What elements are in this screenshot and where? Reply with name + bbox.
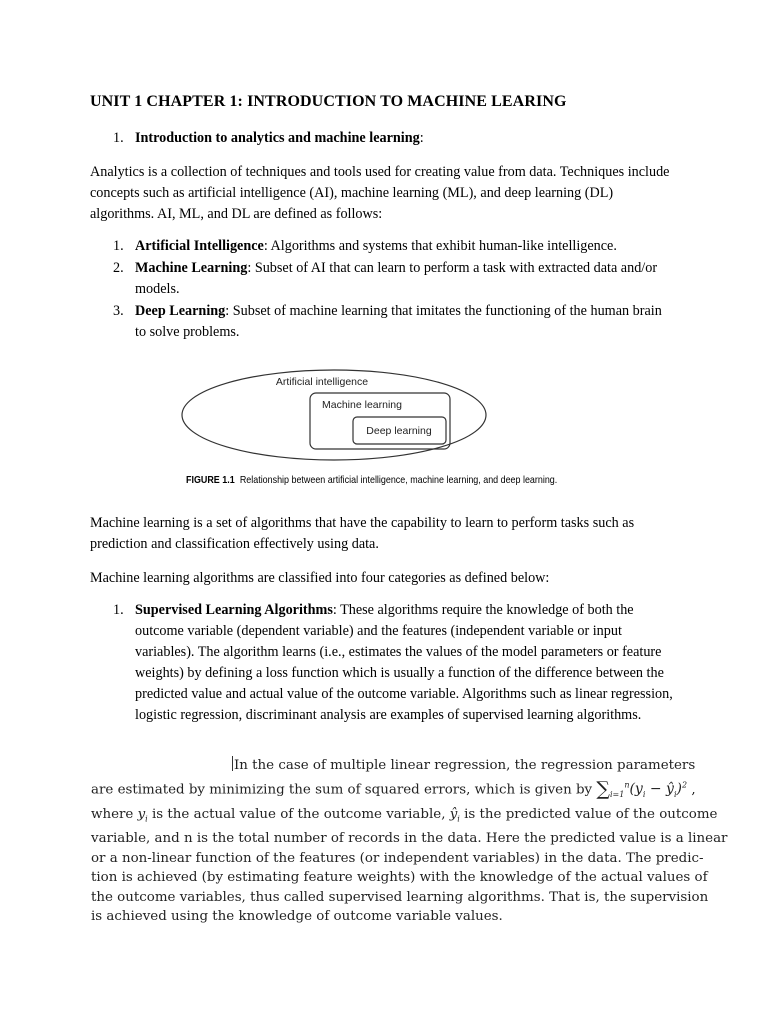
list-item: 1. Artificial Intelligence: Algorithms and systems that exhibit human-like intelligence. (113, 238, 617, 254)
page-title: UNIT 1 CHAPTER 1: INTRODUCTION TO MACHINE LEARING (90, 93, 567, 110)
excerpt-line: is achieved using the knowledge of outcome variable values. (91, 909, 503, 925)
excerpt-line: variable, and n is the total number of records in the data. Here the predicted value is a linear (91, 830, 728, 846)
excerpt-line: or a non-linear function of the features (or independent variables) in the data. The predic- (91, 850, 704, 866)
excerpt-line: where $y_i$ is the actual value of the outcome variable, $ŷ_i$ is the predicted value of the outcome (91, 806, 718, 824)
venn-diagram (170, 365, 490, 465)
definition-term: Artificial Intelligence (135, 238, 264, 254)
figure-caption: FIGURE 1.1 Relationship between artificial intelligence, machine learning, and deep learning. (186, 475, 558, 486)
sse-formula: $\sum_{i=1}^n(y_i$ − $ŷ_i)^2$ (596, 778, 688, 801)
section-number: 1. (113, 130, 124, 146)
excerpt-line: tion is achieved (by estimating feature weights) with the knowledge of the actual values of (91, 870, 708, 886)
definition-term: Deep Learning (135, 303, 226, 319)
excerpt-line: the outcome variables, thus called supervised learning algorithms. That is, the supervision (91, 889, 709, 905)
excerpt-line: In the case of multiple linear regression, the regression parameters (234, 758, 696, 773)
list-item: 1. Supervised Learning Algorithms: These algorithms require the knowledge of both the outcome variable (dependent variable) and the features (independent variable or input variables). The algorithm learns (i.e., estimates the values of the model parameters or feature weights) by defining a loss function which is usually a function of the difference between the predicted value and actual value of the outcome variable. Algorithms such as linear regression, logistic regression, discriminant analysis are examples of supervised learning algorithms. (113, 602, 673, 723)
definition-term: Supervised Learning Algorithms (135, 602, 333, 618)
section-heading: 1. Introduction to analytics and machine learning: (113, 128, 673, 149)
ai-label: Artificial intelligence (275, 376, 369, 388)
list-item: 3. Deep Learning: Subset of machine learning that imitates the functioning of the human brain to solve problems. (113, 303, 662, 340)
ml-label: Machine learning (322, 399, 402, 411)
book-excerpt (91, 756, 728, 927)
dl-label: Deep learning (366, 425, 432, 437)
categories-paragraph: Machine learning algorithms are classified into four categories as defined below: (90, 570, 550, 586)
ml-paragraph: Machine learning is a set of algorithms that have the capability to learn to perform tasks such as prediction and classification effectively using data. (90, 515, 635, 552)
intro-paragraph: Analytics is a collection of techniques and tools used for creating value from data. Techniques include concepts such as artificial intelligence (AI), machine learning (ML), and deep learning (DL) algorithms. AI, ML, and DL are defined as follows: (90, 164, 670, 222)
definition-term: Machine Learning (135, 260, 248, 276)
figure-ai-ml-dl (170, 365, 490, 465)
excerpt-line: are estimated by minimizing the sum of squared errors, which is given by $\sum_{i=1}^n(y_i$ − $ŷ_i)^2$ , (91, 778, 696, 801)
list-item: 2. Machine Learning: Subset of AI that can learn to perform a task with extracted data and/or models. (113, 260, 658, 297)
section-title: Introduction to analytics and machine learning (135, 130, 420, 146)
